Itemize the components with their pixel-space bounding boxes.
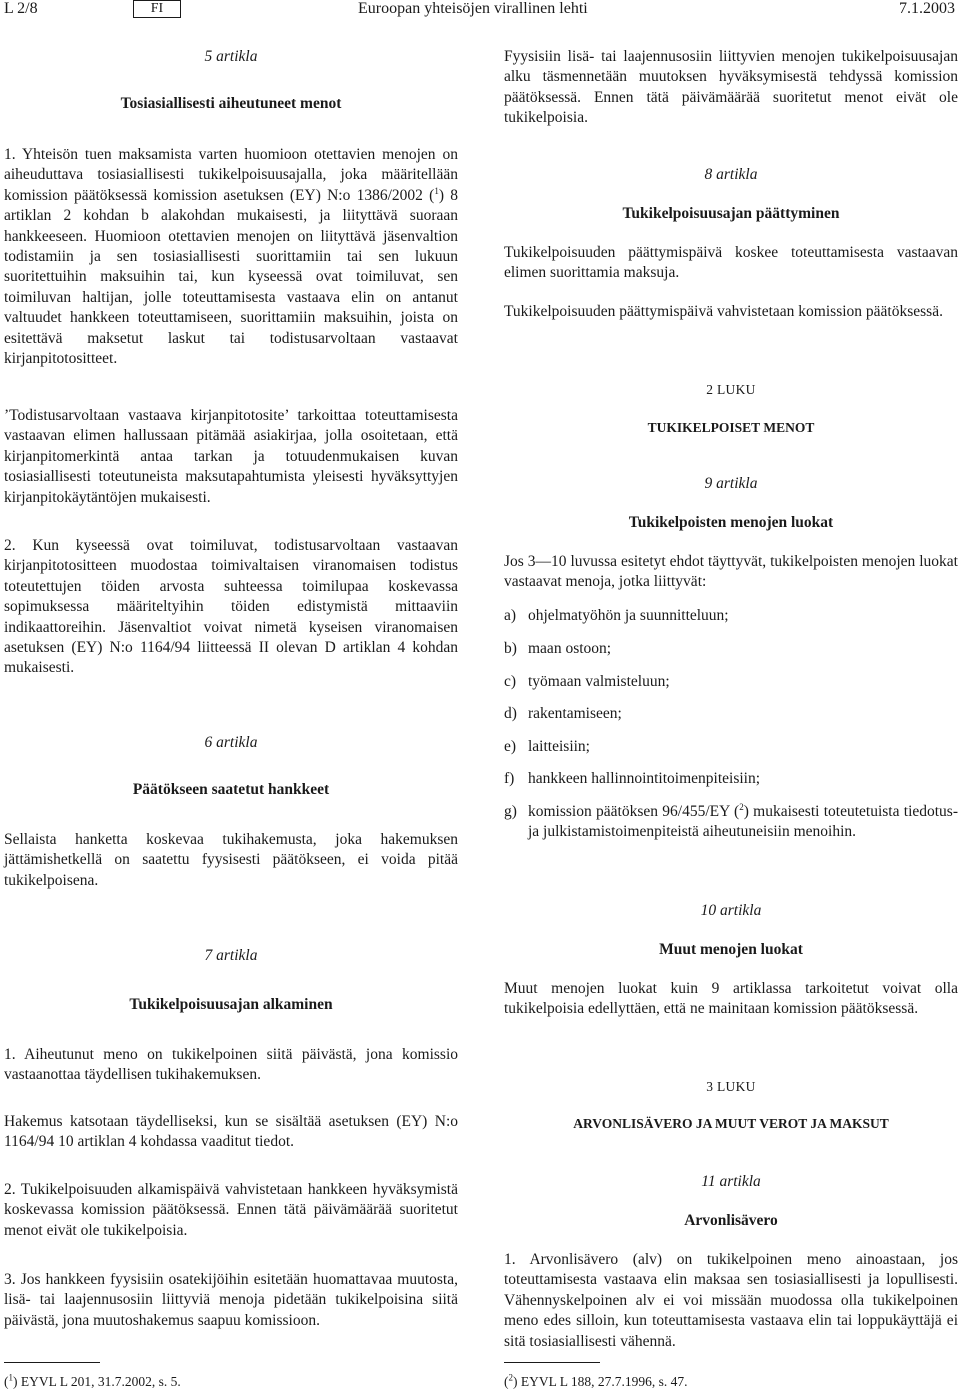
article-11-title: Arvonlisävero [684,1212,778,1229]
issue-date: 7.1.2003 [899,0,955,17]
article-5-title: Tosiasiallisesti aiheutuneet menot [120,95,342,112]
article-7-number: 7 artikla [204,947,258,964]
article-9-number: 9 artikla [704,475,758,492]
article-7-paragraph-1: 1. Aiheutunut meno on tukikelpoinen siitä päivästä, jona komissio vastaanottaa täydellisen tukihakemuksen. [4,1046,458,1084]
list-item: b) maan ostoon; [504,640,612,657]
article-5-paragraph-3: 2. Kun kyseessä ovat toimiluvat, todistusarvoltaan vastaavan kirjanpitotositteen muodostaa toimivaltaisen viranomaisen todistus toteutettujen töiden arvosta suhteessa toimilupaa koskevassa sopimuksessa määriteltyihin töiden edistymistä mittaaviin indikaattoreihin. Jäsenvaltiot voivat nimetä kyseisen viranomaisen asetuksen (EY) N:o 1164/94 liitteessä II olevan D artiklan 4 kohdan mukaisesti. [4,537,458,677]
chapter-2-title: TUKIKELPOISET MENOT [647,420,815,435]
footnote-rule-right [504,1362,600,1363]
article-10-title: Muut menojen luokat [659,941,803,958]
list-item: f) hankkeen hallinnointitoimenpiteisiin; [504,770,761,787]
chapter-2-number: 2 LUKU [706,382,756,397]
article-6-title: Päätökseen saatetut hankkeet [132,781,330,798]
article-7-title: Tukikelpoisuusajan alkaminen [129,996,333,1013]
article-8-title: Tukikelpoisuusajan päättyminen [622,205,840,222]
article-5-paragraph-2: ’Todistusarvoltaan vastaava kirjanpitotosite’ tarkoittaa toteuttamisesta vastaavan elimen hallussaan pitämää asiakirjaa, jolla osoitetaan, että kirjanpitomerkintä antaa tarkan ja totuudenmukaisen kuvan tosiasiallisesti toteutuneista maksutapahtumista yleisesti hyväksyttyjen kirjanpitokäytäntöjen mukaisesti. [4,407,458,506]
article-6-number: 6 artikla [204,734,258,751]
article-10-number: 10 artikla [700,902,762,919]
article-5-paragraph-1: 1. Yhteisön tuen maksamista varten huomioon otettavien menojen on aiheuduttava tosiasiallisesti tukikelpoisuusajalla, joka määritellään komission päätöksessä komission asetuksen (EY) N:o 1386/2002 ($^1$) 8 artiklan 2 kohdan b alakohdan mukaisesti, ja liityttävä suoraan hankkeeseen. Huomioon otettavien menojen on liityttävä jäsenvaltion todistamiin ja sen tosiasiallisesti suorittamiin tai sen lukuun suoritettuihin maksuihin tai, kun kyseessä ovat toimiluvat, sen toimiluvan haltijan, jolle toteuttamisesta vastaava elin on antanut valtuudet hankkeen toteuttamiseen, suorittamiin maksuihin, joista on esitettävä maksetut laskut tai todistusarvoltaan vastaavat kirjanpitotositteet. [4,146,458,368]
article-9-title: Tukikelpoisten menojen luokat [628,514,834,531]
article-8-number: 8 artikla [704,166,758,183]
chapter-3-title: ARVONLISÄVERO JA MUUT VEROT JA MAKSUT [573,1116,889,1131]
list-item: d) rakentamiseen; [504,705,622,722]
journal-title: Euroopan yhteisöjen virallinen lehti [358,0,588,17]
article-9-intro: Jos 3—10 luvussa esitetyt ehdot täyttyvät, tukikelpoisten menojen luokat vastaavat menoja, jotka liittyvät: [504,553,958,591]
chapter-3-number: 3 LUKU [706,1079,756,1094]
page-header [0,0,960,22]
page-number: L 2/8 [4,0,38,17]
list-item-g: g) komission päätöksen 96/455/EY ($^2$) mukaisesti toteutetuista tiedotus- ja julkistamistoimenpiteistä aiheutuneisiin menoihin. [504,801,959,841]
article-7-continuation: Fyysisiin lisä- tai laajennusosiin liittyvien menojen tukikelpoisuusajan alku täsmennetään muutoksen hyväksymisestä tehdyssä komission päätöksessä. Ennen tätä päivämäärää suoritetut menot eivät ole tukikelpoisia. [504,48,958,127]
footnote-1: ($^1$) EYVL L 201, 31.7.2002, s. 5. [4,1372,181,1389]
article-8-paragraph-2: Tukikelpoisuuden päättymispäivä vahvistetaan komission päätöksessä. [504,303,943,320]
list-item: c) työmaan valmisteluun; [504,673,670,690]
article-7-paragraph-4: 3. Jos hankkeen fyysisiin osatekijöihin esitetään huomattavaa muutosta, lisä- tai laajennusosiin liittyviä menoja pidetään tukikelpoisina siitä päivästä, jona muutoshakemus saapuu komissioon. [4,1271,458,1329]
list-item: a) ohjelmatyöhön ja suunnitteluun; [504,607,729,624]
article-10-paragraph-1: Muut menojen luokat kuin 9 artiklassa tarkoitetut voivat olla tukikelpoisia edellyttäen, että ne mainitaan komission päätöksessä. [504,980,958,1018]
article-7-paragraph-2: Hakemus katsotaan täydelliseksi, kun se sisältää asetuksen (EY) N:o 1164/94 10 artiklan 4 kohdassa vaaditut tiedot. [4,1113,458,1151]
footnote-ref-2: 2 [739,801,744,812]
language-box: FI [133,0,181,18]
article-8-paragraph-1: Tukikelpoisuuden päättymispäivä koskee toteuttamisesta vastaavan elimen suorittamia maksuja. [504,244,958,282]
footnote-2: ($^2$) EYVL L 188, 27.7.1996, s. 47. [504,1372,688,1389]
article-11-number: 11 artikla [701,1173,761,1190]
article-11-paragraph-1: 1. Arvonlisävero (alv) on tukikelpoinen meno ainoastaan, jos toteuttamisesta vastaava elin maksaa sen tosiasiallisesti ja lopullisesti. Vähennyskelpoinen alv ei voi missään muodossa olla tukikelpoinen meno edes silloin, kun toteuttamisesta vastaava elin tai loppukäyttäjä ei sitä tosiasiallisesti vähennä. [504,1251,958,1350]
footnote-ref-1: 1 [434,185,439,196]
footnote-rule-left [4,1362,100,1363]
article-5-number: 5 artikla [204,48,258,65]
list-item: e) laitteisiin; [504,738,590,755]
article-6-paragraph-1: Sellaista hanketta koskevaa tukihakemusta, joka hakemuksen jättämishetkellä on saatettu fyysisesti päätökseen, ei voida pitää tukikelpoisena. [4,831,458,889]
article-7-paragraph-3: 2. Tukikelpoisuuden alkamispäivä vahvistetaan hankkeen hyväksymistä koskevassa komission päätöksessä. Ennen tätä päivämäärää suoritetut menot eivät ole tukikelpoisia. [4,1181,458,1239]
